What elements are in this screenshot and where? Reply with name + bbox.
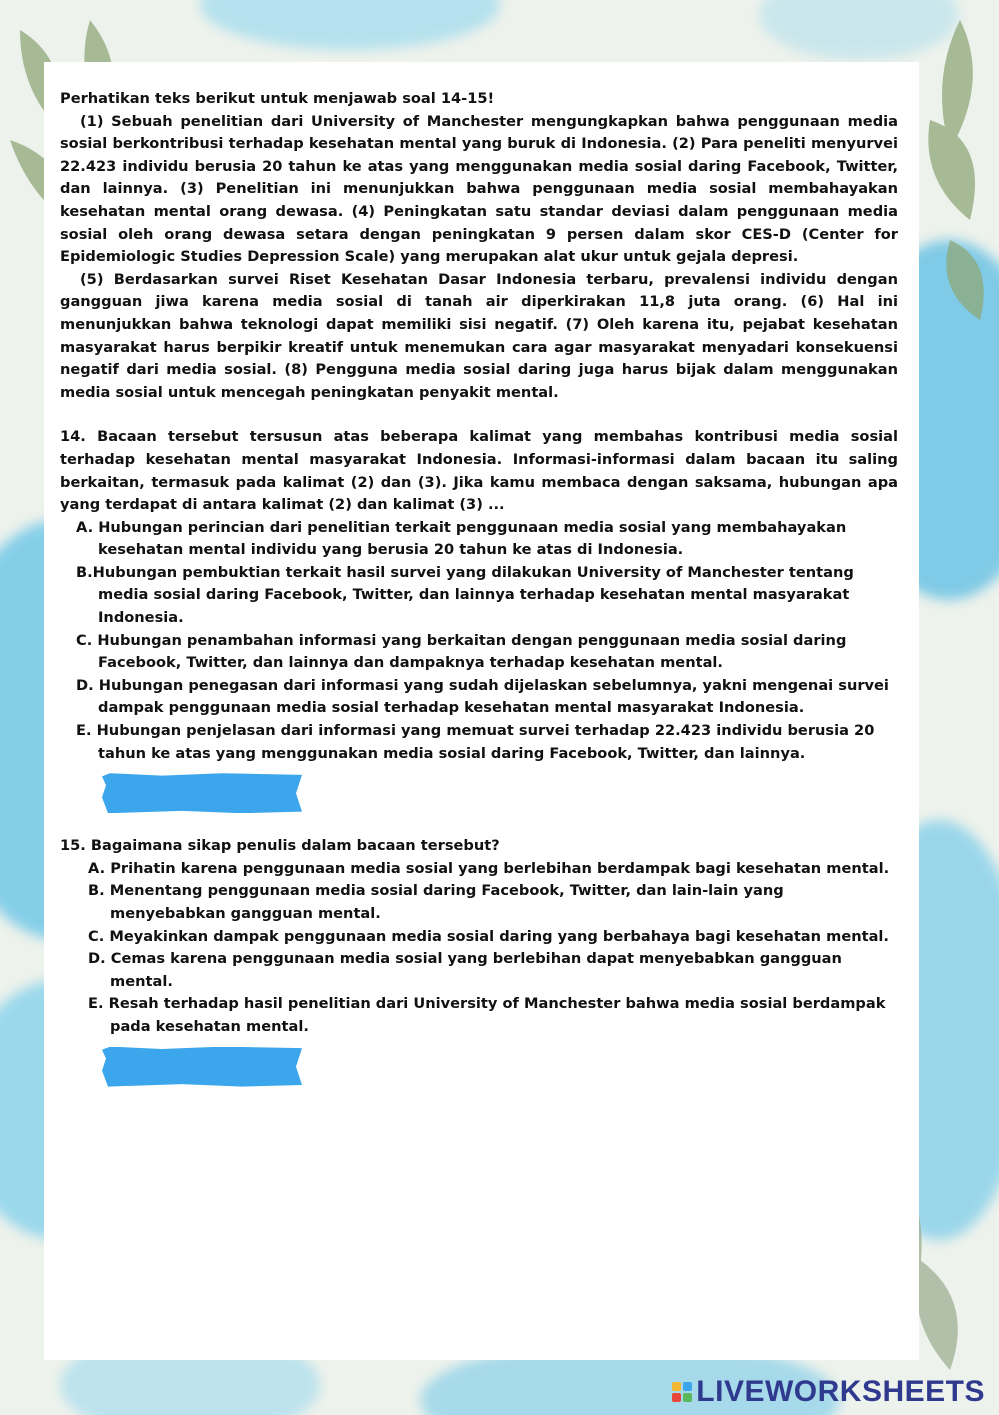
passage-paragraph-1: (1) Sebuah penelitian dari University of Manchester mengungkapkan bahwa penggunaan media sosial berkontribusi terhadap kesehatan mental yang buruk di Indonesia. (2) Para peneliti menyurvei 22.423 individu berusia 20 tahun ke atas yang menggunakan media sosial daring Facebook, Twitter, dan lainnya. (3) Penelitian ini menunjukkan bahwa penggunaan media sosial membahayakan kesehatan mental orang dewasa. (4) Peningkatan satu standar deviasi dalam penggunaan media sosial oleh orang dewasa setara dengan peningkatan 9 persen dalam skor CES-D (Center for Epidemiologic Studies Depression Scale) yang merupakan alat ukur untuk gejala depresi.: [60, 112, 898, 266]
question-14: 14. Bacaan tersebut tersusun atas beberapa kalimat yang membahas kontribusi media sosial terhadap kesehatan mental masyarakat Indonesia. Informasi-informasi dalam bacaan itu saling berkaitan, termasuk pada kalimat (2) dan (3). Jika kamu membaca dengan saksama, hubungan apa yang terdapat di antara kalimat (2) dan kalimat (3) ...: [60, 428, 898, 514]
leaf-icon: [928, 120, 975, 220]
option-14-a: A. Hubungan perincian dari penelitian terkait penggunaan media sosial yang membahayakan kesehatan mental individu yang berusia 20 tahun ke atas di Indonesia.: [76, 518, 847, 559]
option-14-d: D. Hubungan penegasan dari informasi yang sudah dijelaskan sebelumnya, yakni mengenai survei dampak penggunaan media sosial terhadap kesehatan mental masyarakat Indonesia.: [76, 676, 889, 717]
option-15-b: B. Menentang penggunaan media sosial daring Facebook, Twitter, dan lain-lain yang menyebabkan gangguan mental.: [88, 882, 784, 922]
option-15-a: A. Prihatin karena penggunaan media sosial yang berlebihan berdampak bagi kesehatan mental.: [88, 859, 890, 877]
leaf-icon: [946, 240, 984, 320]
liveworksheets-logo-icon: [672, 1382, 692, 1402]
liveworksheets-brand[interactable]: [672, 1375, 985, 1409]
answer-box-15[interactable]: [102, 1047, 302, 1087]
question-14-options: [76, 517, 898, 766]
question-15: 15. Bagaimana sikap penulis dalam bacaan tersebut?: [60, 837, 500, 855]
option-15-c: C. Meyakinkan dampak penggunaan media sosial daring yang berbahaya bagi kesehatan mental.: [88, 927, 889, 945]
leaf-icon: [916, 1260, 958, 1370]
option-14-c: C. Hubungan penambahan informasi yang berkaitan dengan penggunaan media sosial daring Facebook, Twitter, dan lainnya dan dampaknya terhadap kesehatan mental.: [76, 631, 847, 672]
brand-text: LIVEWORKSHEETS: [696, 1375, 985, 1408]
option-14-e: E. Hubungan penjelasan dari informasi yang memuat survei terhadap 22.423 individu berusia 20 tahun ke atas yang menggunakan media sosial daring Facebook, Twitter, dan lainnya.: [76, 722, 875, 762]
answer-box-14[interactable]: [102, 773, 302, 813]
option-15-e: E. Resah terhadap hasil penelitian dari University of Manchester bahwa media sosial berdampak pada kesehatan mental.: [88, 995, 886, 1035]
passage-paragraph-2: (5) Berdasarkan survei Riset Kesehatan Dasar Indonesia terbaru, prevalensi individu dengan gangguan jiwa karena media sosial di tanah air diperkirakan 11,8 juta orang. (6) Hal ini menunjukkan bahwa teknologi dapat memiliki sisi negatif. (7) Oleh karena itu, pejabat kesehatan masyarakat harus berpikir kreatif untuk menemukan cara agar masyarakat menyadari konsekuensi negatif dari media sosial. (8) Pengguna media sosial daring juga harus bijak dalam menggunakan media sosial untuk mencegah peningkatan penyakit mental.: [60, 270, 898, 401]
option-15-d: D. Cemas karena penggunaan media sosial yang berlebihan dapat menyebabkan gangguan mental.: [88, 950, 842, 990]
intro-instruction: Perhatikan teks berikut untuk menjawab soal 14-15!: [60, 90, 495, 107]
option-14-b: B.Hubungan pembuktian terkait hasil survei yang dilakukan University of Manchester tentang media sosial daring Facebook, Twitter, dan lainnya terhadap kesehatan mental masyarakat Indonesia.: [76, 563, 854, 627]
question-15-options: [88, 858, 898, 1039]
worksheet-content: [60, 88, 898, 1087]
